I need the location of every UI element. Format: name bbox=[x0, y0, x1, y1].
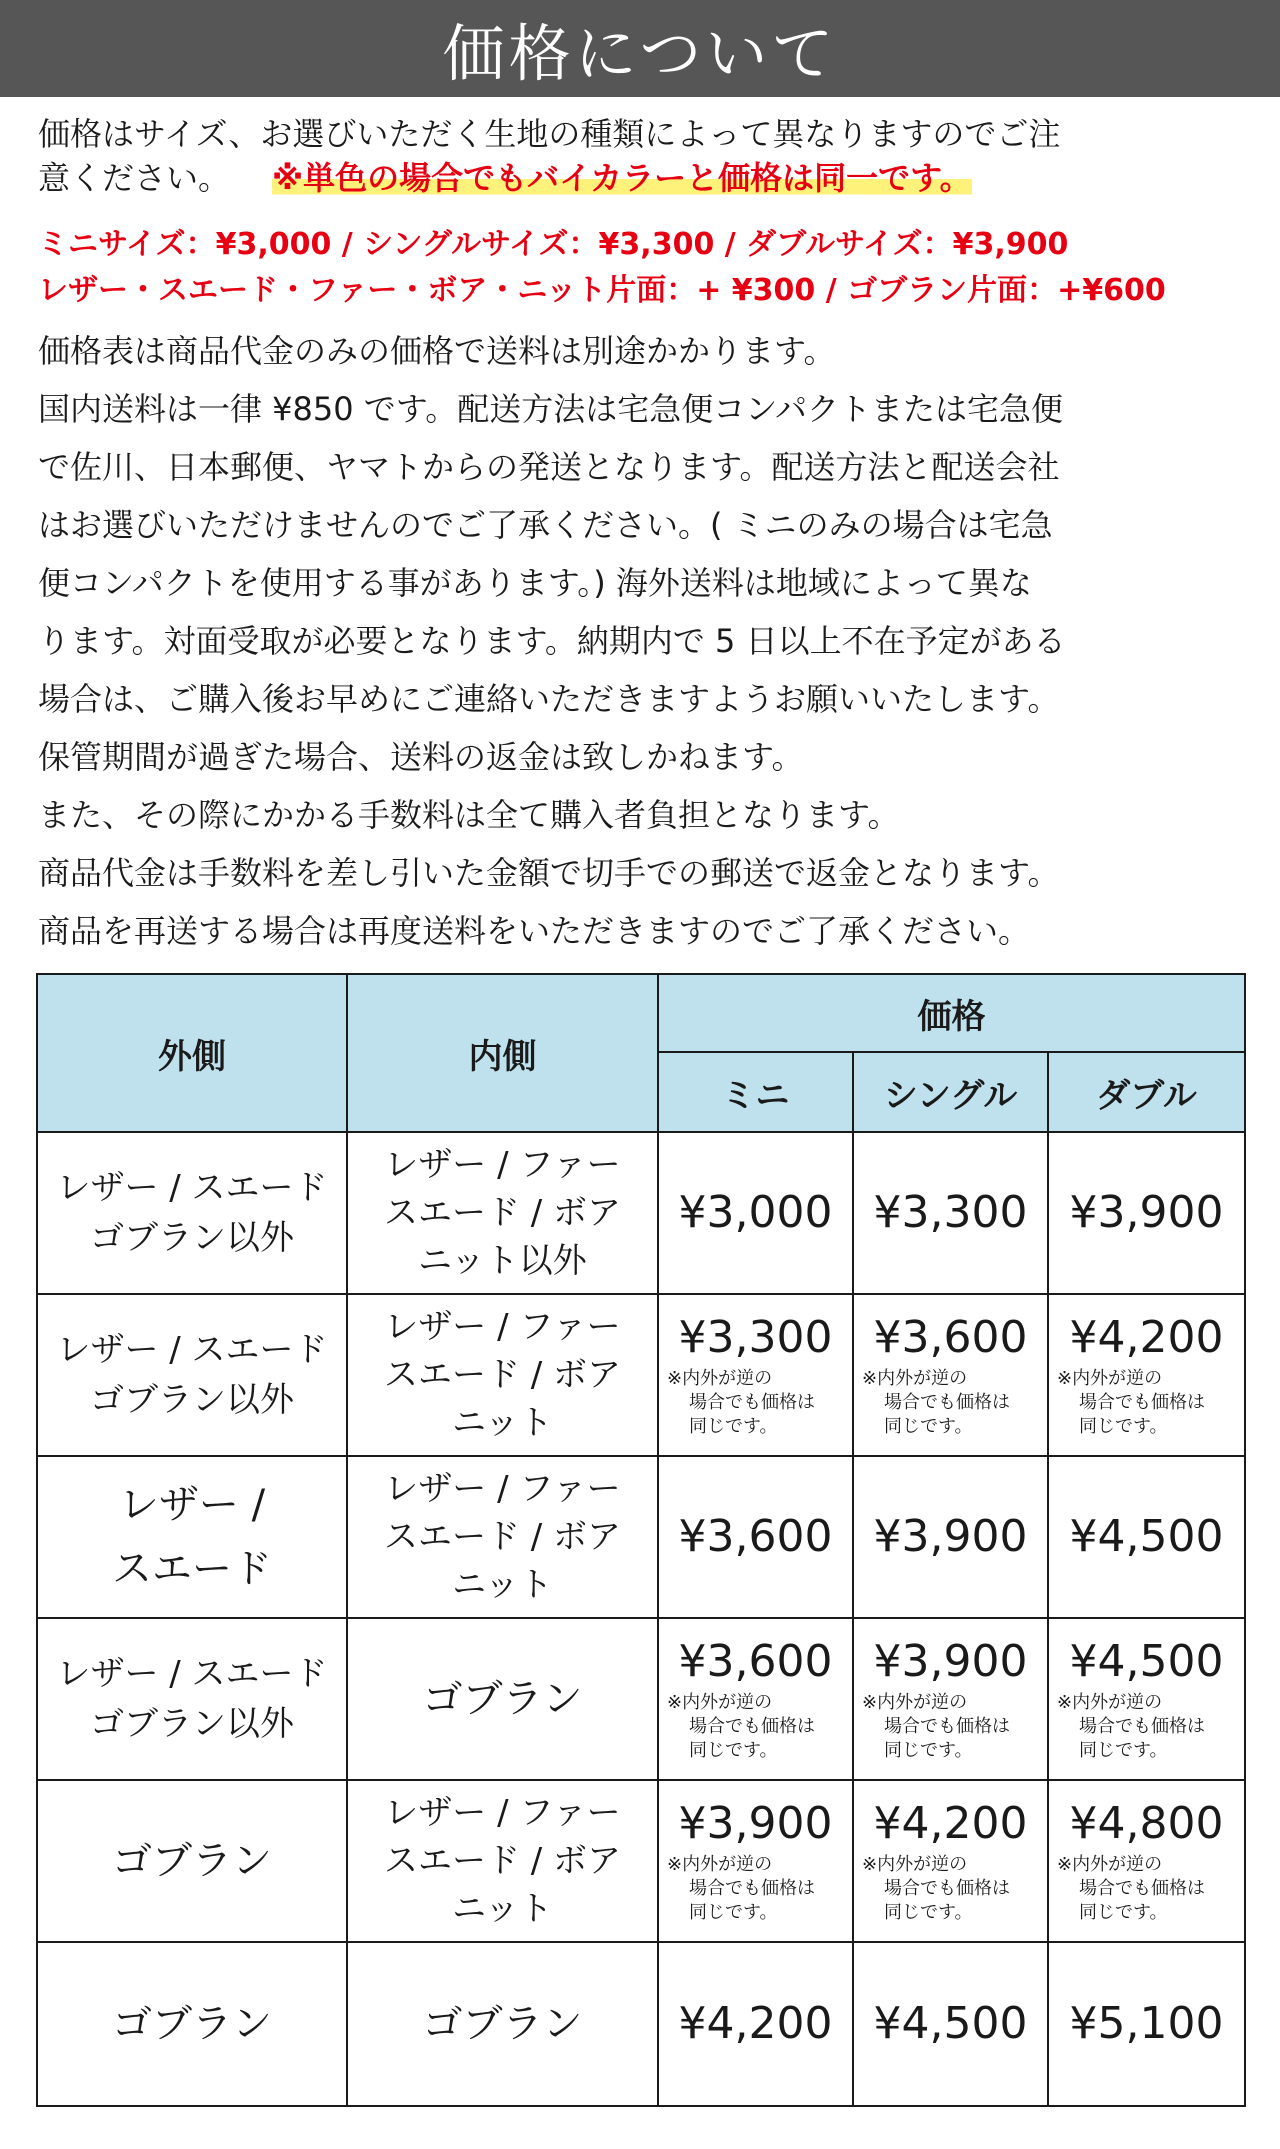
header-double: ダブル bbox=[1048, 1052, 1245, 1132]
inner-material: レザー / ファー スエード / ボア ニット bbox=[347, 1294, 658, 1456]
intro-paragraph bbox=[38, 112, 1248, 200]
intro-line-1: 価格はサイズ、お選びいただく生地の種類によって異なりますのでご注 bbox=[38, 115, 1061, 153]
table-row bbox=[37, 1780, 1245, 1942]
price-single: ¥3,900 ※内外が逆の 場合でも価格は 同じです。 bbox=[853, 1618, 1048, 1780]
inner-material: レザー / ファー スエード / ボア ニット bbox=[347, 1780, 658, 1942]
terms-line: また、その際にかかる手数料は全て購入者負担となります。 bbox=[38, 796, 900, 834]
header-outer: 外側 bbox=[37, 974, 347, 1132]
reverse-note: ※内外が逆の 場合でも価格は 同じです。 bbox=[862, 1692, 1010, 1761]
inner-material: ゴブラン bbox=[347, 1942, 658, 2106]
inner-material: レザー / ファー スエード / ボア ニット以外 bbox=[347, 1132, 658, 1294]
terms-line: 便コンパクトを使用する事があります。) 海外送料は地域によって異な bbox=[38, 564, 1032, 602]
outer-material: ゴブラン bbox=[37, 1780, 347, 1942]
price-double: ¥5,100 bbox=[1048, 1942, 1245, 2106]
page-title: 価格について bbox=[442, 17, 838, 90]
outer-material: レザー / スエード ゴブラン以外 bbox=[37, 1618, 347, 1780]
outer-material: レザー / スエード ゴブラン以外 bbox=[37, 1132, 347, 1294]
bicolor-notice: ※単色の場合でもバイカラーと価格は同一です。 bbox=[272, 159, 972, 197]
reverse-note: ※内外が逆の 場合でも価格は 同じです。 bbox=[1057, 1368, 1205, 1437]
price-mini: ¥4,200 bbox=[658, 1942, 853, 2106]
table-row bbox=[37, 1294, 1245, 1456]
reverse-note: ※内外が逆の 場合でも価格は 同じです。 bbox=[1057, 1692, 1205, 1761]
inner-material: ゴブラン bbox=[347, 1618, 658, 1780]
size-prices: ミニサイズ：¥3,000 / シングルサイズ：¥3,300 / ダブルサイズ：¥3,900 bbox=[38, 227, 1069, 262]
price-single: ¥3,600 ※内外が逆の 場合でも価格は 同じです。 bbox=[853, 1294, 1048, 1456]
price-single: ¥4,500 bbox=[853, 1942, 1048, 2106]
terms-line: 場合は、ご購入後お早めにご連絡いただきますようお願いいたします。 bbox=[38, 680, 1060, 718]
price-single: ¥4,200 ※内外が逆の 場合でも価格は 同じです。 bbox=[853, 1780, 1048, 1942]
price-single: ¥3,300 bbox=[853, 1132, 1048, 1294]
header-inner: 内側 bbox=[347, 974, 658, 1132]
header-single: シングル bbox=[853, 1052, 1048, 1132]
price-mini: ¥3,300 ※内外が逆の 場合でも価格は 同じです。 bbox=[658, 1294, 853, 1456]
outer-material: ゴブラン bbox=[37, 1942, 347, 2106]
price-double: ¥4,500 bbox=[1048, 1456, 1245, 1618]
outer-material: レザー / スエード ゴブラン以外 bbox=[37, 1294, 347, 1456]
reverse-note: ※内外が逆の 場合でも価格は 同じです。 bbox=[667, 1692, 815, 1761]
price-table bbox=[36, 973, 1246, 2107]
terms-line: 商品代金は手数料を差し引いた金額で切手での郵送で返金となります。 bbox=[38, 854, 1060, 892]
terms-line: 価格表は商品代金のみの価格で送料は別途かかります。 bbox=[38, 332, 836, 370]
price-double: ¥4,800 ※内外が逆の 場合でも価格は 同じです。 bbox=[1048, 1780, 1245, 1942]
price-double: ¥4,200 ※内外が逆の 場合でも価格は 同じです。 bbox=[1048, 1294, 1245, 1456]
reverse-note: ※内外が逆の 場合でも価格は 同じです。 bbox=[1057, 1854, 1205, 1923]
material-surcharges: レザー・スエード・ファー・ボア・ニット片面：+ ¥300 / ゴブラン片面：+¥600 bbox=[38, 273, 1166, 308]
inner-material: レザー / ファー スエード / ボア ニット bbox=[347, 1456, 658, 1618]
header-mini: ミニ bbox=[658, 1052, 853, 1132]
reverse-note: ※内外が逆の 場合でも価格は 同じです。 bbox=[667, 1854, 815, 1923]
terms-line: ります。対面受取が必要となります。納期内で 5 日以上不在予定がある bbox=[38, 622, 1066, 660]
table-row bbox=[37, 1942, 1245, 2106]
page-header bbox=[0, 0, 1280, 97]
reverse-note: ※内外が逆の 場合でも価格は 同じです。 bbox=[862, 1368, 1010, 1437]
terms-line: 国内送料は一律 ¥850 です。配送方法は宅急便コンパクトまたは宅急便 bbox=[38, 390, 1063, 428]
table-row bbox=[37, 1456, 1245, 1618]
intro-line-2 bbox=[38, 156, 1248, 200]
price-mini: ¥3,900 ※内外が逆の 場合でも価格は 同じです。 bbox=[658, 1780, 853, 1942]
terms-line: はお選びいただけませんのでご了承ください。( ミニのみの場合は宅急 bbox=[38, 506, 1053, 544]
table-row bbox=[37, 1618, 1245, 1780]
terms-line: 保管期間が過ぎた場合、送料の返金は致しかねます。 bbox=[38, 738, 804, 776]
size-price-summary bbox=[38, 222, 1268, 314]
price-double: ¥3,900 bbox=[1048, 1132, 1245, 1294]
intro-line-2-text: 意ください。 bbox=[38, 159, 231, 197]
price-single: ¥3,900 bbox=[853, 1456, 1048, 1618]
terms-line: で佐川、日本郵便、ヤマトからの発送となります。配送方法と配送会社 bbox=[38, 448, 1060, 486]
table-row bbox=[37, 1132, 1245, 1294]
terms-line: 商品を再送する場合は再度送料をいただきますのでご了承ください。 bbox=[38, 912, 1031, 950]
header-price: 価格 bbox=[658, 974, 1245, 1052]
outer-material: レザー / スエード bbox=[37, 1456, 347, 1618]
price-mini: ¥3,600 bbox=[658, 1456, 853, 1618]
price-double: ¥4,500 ※内外が逆の 場合でも価格は 同じです。 bbox=[1048, 1618, 1245, 1780]
price-mini: ¥3,000 bbox=[658, 1132, 853, 1294]
shipping-terms bbox=[38, 322, 1258, 960]
reverse-note: ※内外が逆の 場合でも価格は 同じです。 bbox=[862, 1854, 1010, 1923]
price-mini: ¥3,600 ※内外が逆の 場合でも価格は 同じです。 bbox=[658, 1618, 853, 1780]
reverse-note: ※内外が逆の 場合でも価格は 同じです。 bbox=[667, 1368, 815, 1437]
